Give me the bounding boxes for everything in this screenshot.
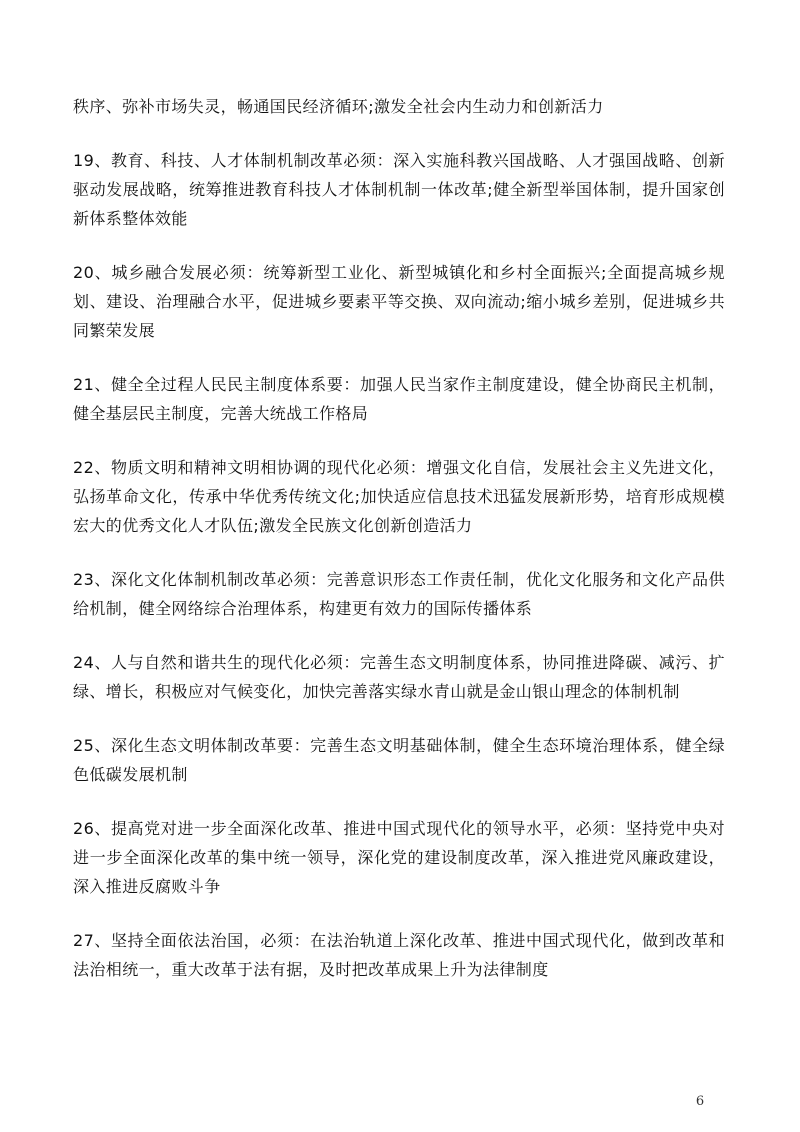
paragraph-item-24: 24、人与自然和谐共生的现代化必须：完善生态文明制度体系，协同推进降碳、减污、扩绿、增长，积极应对气候变化，加快完善落实绿水青山就是金山银山理念的体制机制: [73, 653, 725, 701]
paragraph-continuation: 秩序、弥补市场失灵，畅通国民经济循环;激发全社会内生动力和创新活力: [73, 97, 604, 116]
paragraph-item-21: 21、健全全过程人民民主制度体系要：加强人民当家作主制度建设，健全协商民主机制，健全基层民主制度，完善大统战工作格局: [73, 375, 725, 423]
page-number: 6: [695, 1094, 705, 1109]
paragraph-item-26: 26、提高党对进一步全面深化改革、推进中国式现代化的领导水平，必须：坚持党中央对进一步全面深化改革的集中统一领导，深化党的建设制度改革，深入推进党风廉政建设，深入推进反腐败斗争: [73, 819, 725, 896]
paragraph-item-25: 25、深化生态文明体制改革要：完善生态文明基础体制，健全生态环境治理体系，健全绿色低碳发展机制: [73, 736, 725, 784]
paragraph-item-20: 20、城乡融合发展必须：统筹新型工业化、新型城镇化和乡村全面振兴;全面提高城乡规划、建设、治理融合水平，促进城乡要素平等交换、双向流动;缩小城乡差别，促进城乡共同繁荣发展: [73, 263, 725, 340]
document-body: [73, 92, 725, 1009]
paragraph-item-23: 23、深化文化体制机制改革必须：完善意识形态工作责任制，优化文化服务和文化产品供给机制，健全网络综合治理体系，构建更有效力的国际传播体系: [73, 570, 725, 618]
paragraph-item-19: 19、教育、科技、人才体制机制改革必须：深入实施科教兴国战略、人才强国战略、创新驱动发展战略，统筹推进教育科技人才体制机制一体改革;健全新型举国体制，提升国家创新体系整体效能: [73, 151, 725, 228]
paragraph-item-22: 22、物质文明和精神文明相协调的现代化必须：增强文化自信，发展社会主义先进文化，弘扬革命文化，传承中华优秀传统文化;加快适应信息技术迅猛发展新形势，培育形成规模宏大的优秀文化人才队伍;激发全民族文化创新创造活力: [73, 458, 725, 535]
paragraph-item-27: 27、坚持全面依法治国，必须：在法治轨道上深化改革、推进中国式现代化，做到改革和法治相统一，重大改革于法有据，及时把改革成果上升为法律制度: [73, 931, 725, 979]
